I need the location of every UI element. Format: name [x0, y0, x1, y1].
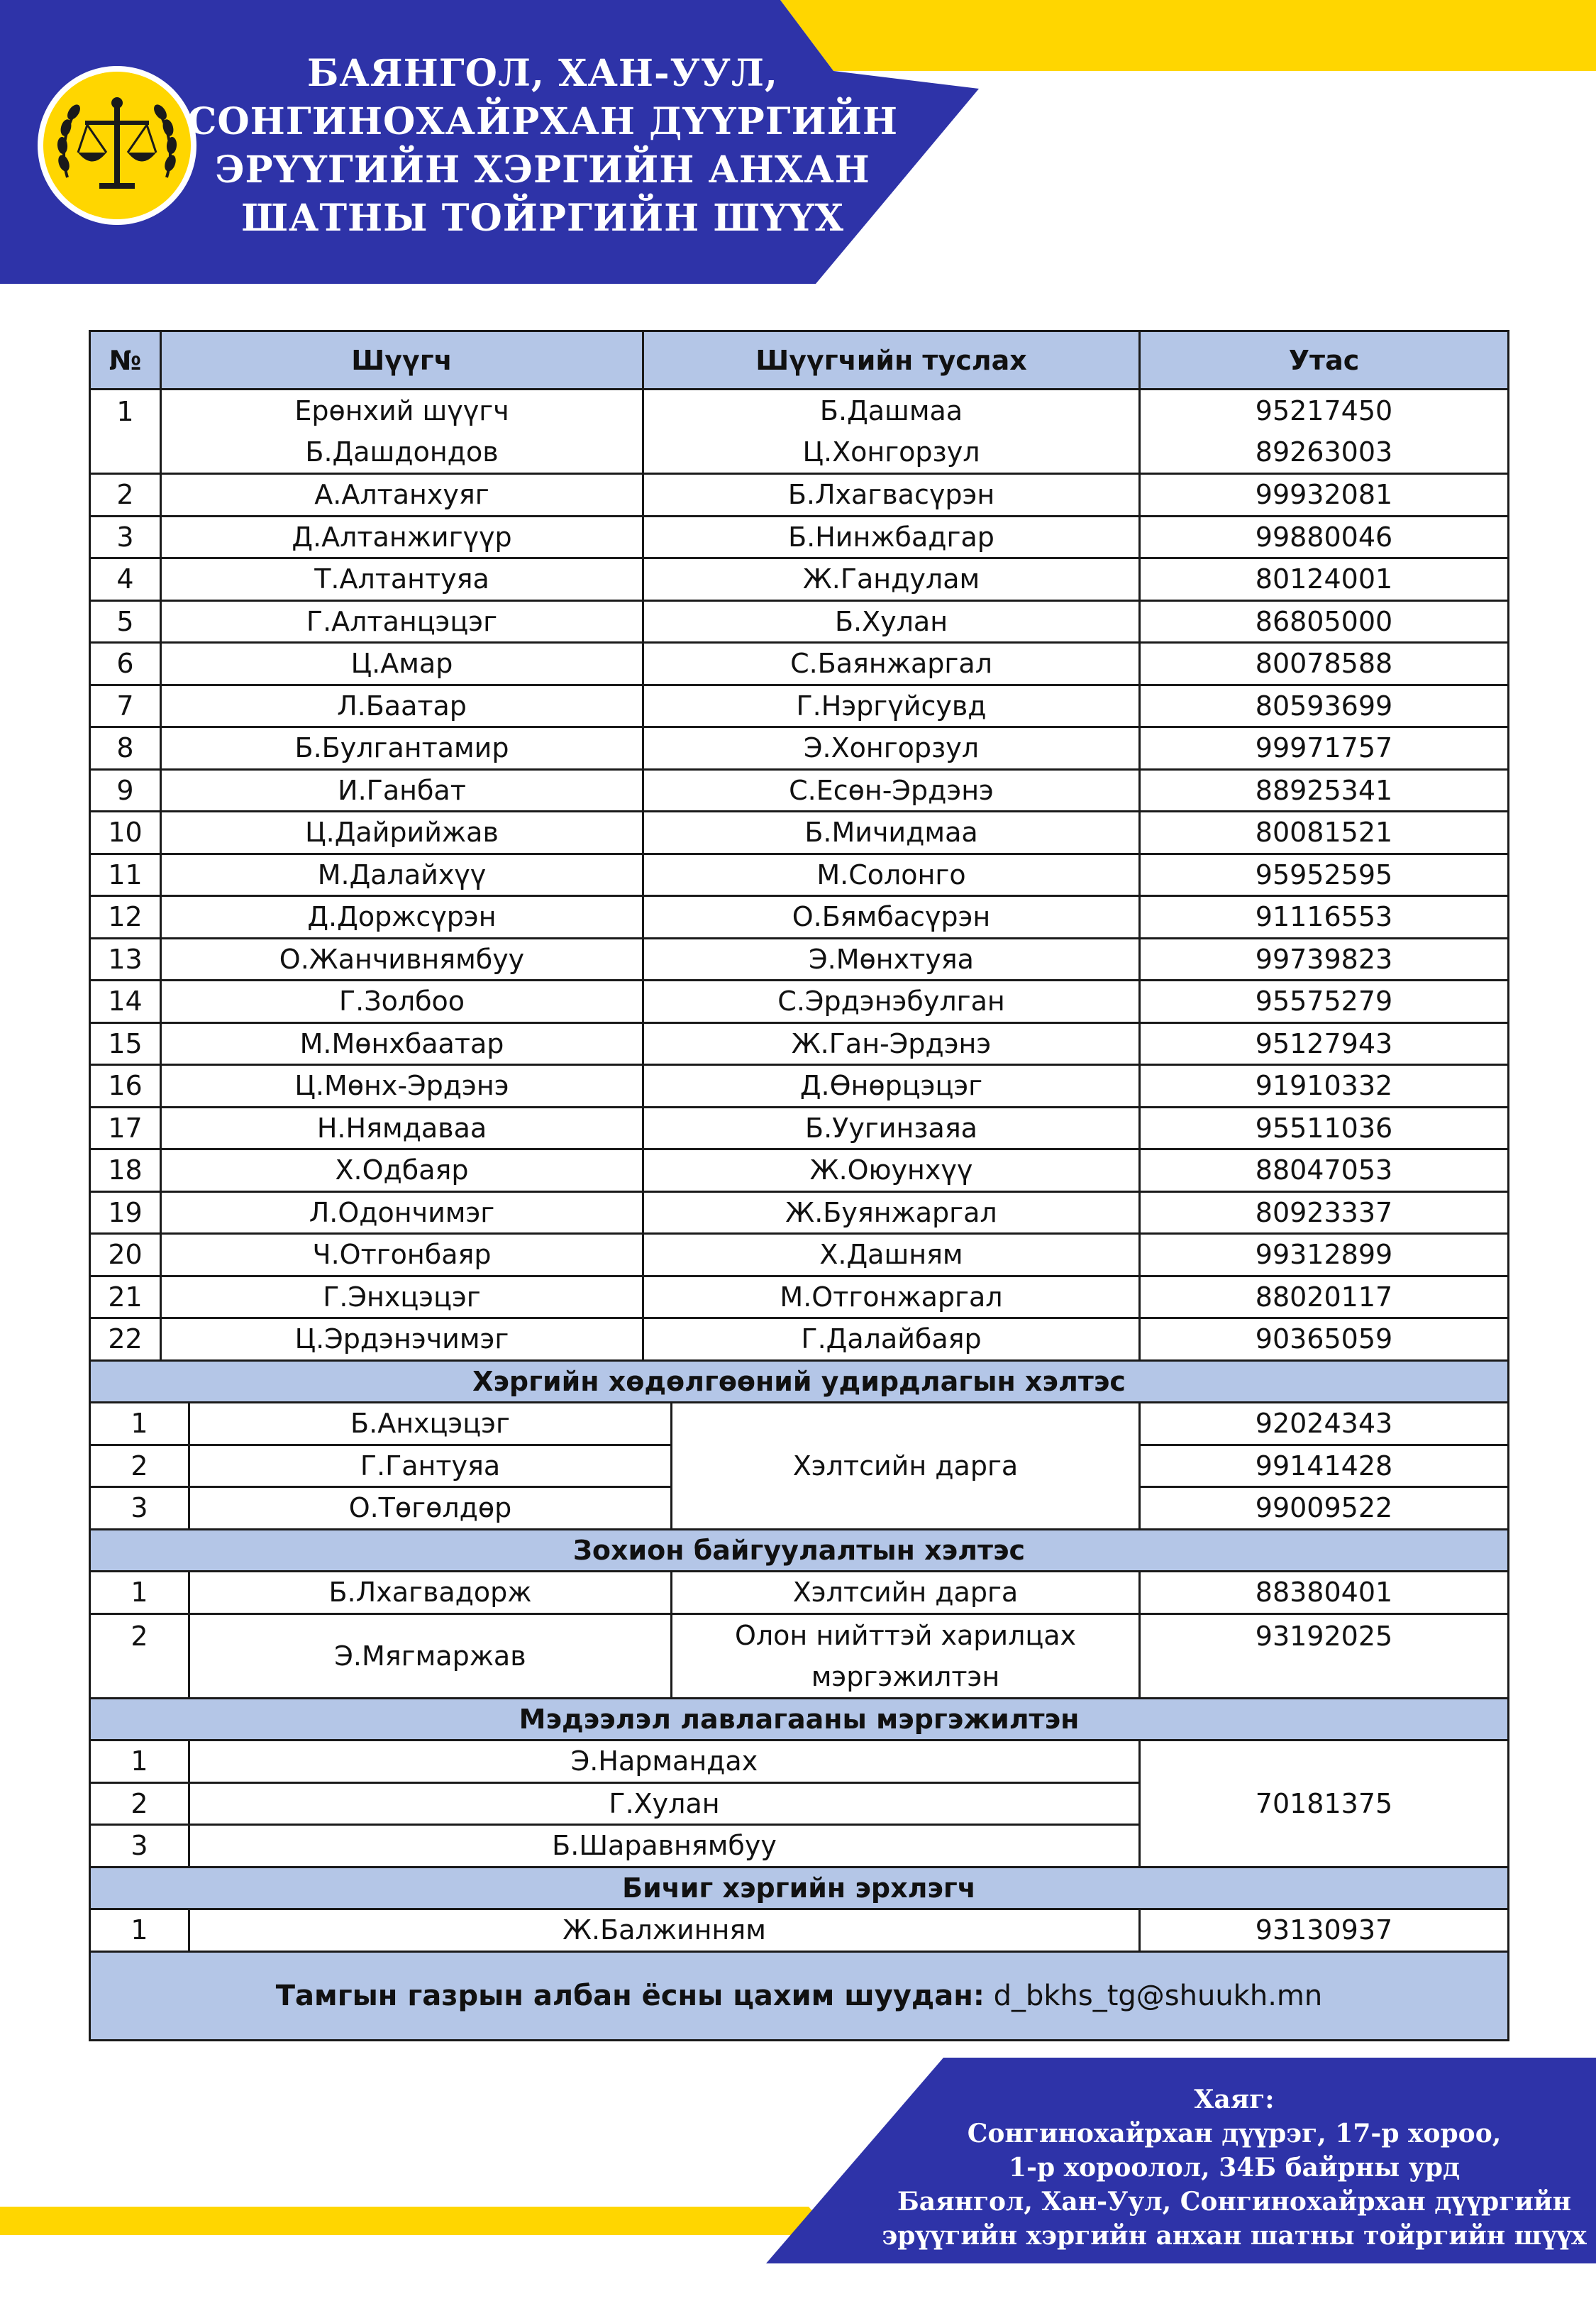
phone-number: 99880046	[1140, 516, 1509, 558]
phone-number: 95127943	[1140, 1022, 1509, 1065]
table-row	[90, 1909, 1509, 1952]
judge-name: Т.Алтантуяа	[161, 558, 643, 601]
staff-role	[672, 1613, 1140, 1698]
row-number: 2	[90, 1782, 189, 1825]
header-title-line: ЭРҮҮГИЙН ХЭРГИЙН АНХАН	[215, 148, 870, 192]
row-number: 4	[90, 558, 161, 601]
assistant-name: Б.Уугинзаяа	[643, 1107, 1140, 1149]
row-number: 1	[90, 390, 161, 474]
row-number: 11	[90, 854, 161, 896]
table-row	[90, 1191, 1509, 1234]
phone-number: 88925341	[1140, 769, 1509, 812]
row-number: 1	[90, 1909, 189, 1952]
phone-number: 99009522	[1140, 1487, 1509, 1530]
section-header-row	[90, 1698, 1509, 1740]
staff-name: Г.Хулан	[189, 1782, 1140, 1825]
table-row	[90, 685, 1509, 727]
phone-number: 70181375	[1140, 1740, 1509, 1868]
contact-table	[89, 330, 1509, 2041]
staff-name: Ж.Балжинням	[189, 1909, 1140, 1952]
address-line: 1-р хороолол, 34Б байрны урд	[1009, 2153, 1460, 2183]
judge-name: М.Далайхүү	[161, 854, 643, 896]
staff-name: Э.Мягмаржав	[189, 1613, 672, 1698]
table-row	[90, 600, 1509, 643]
table-row	[90, 1740, 1509, 1783]
phone-number: 95217450	[1255, 395, 1393, 426]
phone-number: 99739823	[1140, 938, 1509, 981]
phone-number: 91116553	[1140, 896, 1509, 939]
table-row	[90, 1149, 1509, 1192]
assistant-name: Г.Далайбаяр	[643, 1318, 1140, 1361]
judge-name: Г.Золбоо	[161, 981, 643, 1023]
table-row	[90, 1065, 1509, 1108]
staff-name: Э.Нармандах	[189, 1740, 1140, 1783]
phone-number: 80593699	[1140, 685, 1509, 727]
phone-number: 86805000	[1140, 600, 1509, 643]
assistant-name: Ж.Ган-Эрдэнэ	[643, 1022, 1140, 1065]
phone-number: 99932081	[1140, 474, 1509, 517]
row-number: 3	[90, 1825, 189, 1868]
phone-number: 80081521	[1140, 812, 1509, 854]
table-row	[90, 727, 1509, 770]
phone-number: 99141428	[1140, 1445, 1509, 1487]
row-number: 6	[90, 643, 161, 685]
row-number: 16	[90, 1065, 161, 1108]
assistant-name: М.Отгонжаргал	[643, 1276, 1140, 1318]
staff-role-line: мэргэжилтэн	[811, 1660, 1000, 1692]
row-number: 7	[90, 685, 161, 727]
row-number: 3	[90, 516, 161, 558]
row-number: 10	[90, 812, 161, 854]
phone-number: 93192025	[1140, 1613, 1509, 1698]
assistant-name: Б.Хулан	[643, 600, 1140, 643]
table-row	[90, 1572, 1509, 1614]
section-title: Мэдээлэл лавлагааны мэргэжилтэн	[90, 1698, 1509, 1740]
row-number: 2	[90, 1613, 189, 1698]
judge-name: Б.Булгантамир	[161, 727, 643, 770]
row-number: 12	[90, 896, 161, 939]
section-header-row	[90, 1360, 1509, 1403]
court-name-line: эрүүгийн хэргийн анхан шатны тойргийн шүүх	[882, 2221, 1587, 2251]
table-row	[90, 558, 1509, 601]
table-row	[90, 390, 1509, 474]
assistant-name: С.Есөн-Эрдэнэ	[643, 769, 1140, 812]
row-number: 2	[90, 474, 161, 517]
assistant-name: С.Баянжаргал	[643, 643, 1140, 685]
row-number: 8	[90, 727, 161, 770]
table-row	[90, 1107, 1509, 1149]
table-row	[90, 981, 1509, 1023]
table-row	[90, 474, 1509, 517]
judge-name: Л.Одончимэг	[161, 1191, 643, 1234]
address-label: Хаяг:	[1194, 2085, 1275, 2114]
row-number: 1	[90, 1572, 189, 1614]
section-title: Хэргийн хөдөлгөөний удирдлагын хэлтэс	[90, 1360, 1509, 1403]
assistant-name: Б.Лхагвасүрэн	[643, 474, 1140, 517]
phone-number: 90365059	[1140, 1318, 1509, 1361]
table-row	[90, 1318, 1509, 1361]
phone-number: 89263003	[1255, 436, 1393, 468]
email-label: Тамгын газрын албан ёсны цахим шуудан:	[275, 1979, 985, 2012]
judge-name: О.Жанчивнямбуу	[161, 938, 643, 981]
assistant-name: Б.Дашмаа	[819, 395, 963, 426]
staff-role-line: Олон нийттэй харилцах	[734, 1619, 1077, 1651]
col-header-judge: Шүүгч	[161, 331, 643, 390]
phone-number: 95952595	[1140, 854, 1509, 896]
col-header-phone: Утас	[1140, 331, 1509, 390]
phone-number: 92024343	[1140, 1403, 1509, 1445]
assistant-name: С.Эрдэнэбулган	[643, 981, 1140, 1023]
table-row	[90, 812, 1509, 854]
staff-name: Б.Анхцэцэг	[189, 1403, 672, 1445]
row-number: 5	[90, 600, 161, 643]
header-title-line: СОНГИНОХАЙРХАН ДҮҮРГИЙН	[187, 100, 898, 143]
row-number: 18	[90, 1149, 161, 1192]
row-number: 20	[90, 1234, 161, 1276]
table-row	[90, 1613, 1509, 1698]
assistant-name: Ц.Хонгорзул	[802, 436, 980, 468]
header-title	[184, 50, 901, 243]
table-row	[90, 643, 1509, 685]
email-row	[90, 1951, 1509, 2040]
footer-address	[880, 2082, 1589, 2253]
assistant-name: Ж.Буянжаргал	[643, 1191, 1140, 1234]
row-number: 19	[90, 1191, 161, 1234]
row-number: 15	[90, 1022, 161, 1065]
row-number: 1	[90, 1740, 189, 1783]
assistant-name: Э.Хонгорзул	[643, 727, 1140, 770]
court-scales-emblem-icon	[35, 64, 199, 227]
assistant-name: Ж.Гандулам	[643, 558, 1140, 601]
email-cell	[90, 1951, 1509, 2040]
row-number: 17	[90, 1107, 161, 1149]
assistant-name: Б.Нинжбадгар	[643, 516, 1140, 558]
col-header-assistant: Шүүгчийн туслах	[643, 331, 1140, 390]
table-row	[90, 1022, 1509, 1065]
judge-name: Л.Баатар	[161, 685, 643, 727]
assistant-name: Х.Дашням	[643, 1234, 1140, 1276]
row-number: 22	[90, 1318, 161, 1361]
judge-name: Ч.Отгонбаяр	[161, 1234, 643, 1276]
row-number: 13	[90, 938, 161, 981]
judge-name: Ц.Мөнх-Эрдэнэ	[161, 1065, 643, 1108]
row-number: 2	[90, 1445, 189, 1487]
judge-name: Ц.Амар	[161, 643, 643, 685]
section-title: Зохион байгуулалтын хэлтэс	[90, 1529, 1509, 1572]
staff-name: Б.Шаравнямбуу	[189, 1825, 1140, 1868]
judge-name: Д.Алтанжигүүр	[161, 516, 643, 558]
judge-name: Б.Дашдондов	[305, 436, 499, 468]
phone-number: 99312899	[1140, 1234, 1509, 1276]
table-row	[90, 1234, 1509, 1276]
phone-cell	[1140, 390, 1509, 474]
table-row	[90, 1276, 1509, 1318]
assistant-name: М.Солонго	[643, 854, 1140, 896]
row-number: 14	[90, 981, 161, 1023]
header-banner	[0, 0, 1596, 291]
assistant-name: О.Бямбасүрэн	[643, 896, 1140, 939]
section-header-row	[90, 1529, 1509, 1572]
judge-name: А.Алтанхуяг	[161, 474, 643, 517]
phone-number: 91910332	[1140, 1065, 1509, 1108]
court-name-line: Баянгол, Хан-Уул, Сонгинохайрхан дүүргийн	[897, 2187, 1572, 2217]
email-address[interactable]: d_bkhs_tg@shuukh.mn	[993, 1979, 1323, 2012]
table-row	[90, 516, 1509, 558]
assistant-cell	[643, 390, 1140, 474]
phone-number: 95575279	[1140, 981, 1509, 1023]
footer-banner	[0, 2058, 1596, 2306]
staff-role: Хэлтсийн дарга	[672, 1403, 1140, 1530]
judge-name: М.Мөнхбаатар	[161, 1022, 643, 1065]
phone-number: 93130937	[1140, 1909, 1509, 1952]
row-number: 9	[90, 769, 161, 812]
section-header-row	[90, 1867, 1509, 1909]
phone-number: 80124001	[1140, 558, 1509, 601]
staff-name: Б.Лхагвадорж	[189, 1572, 672, 1614]
phone-number: 88380401	[1140, 1572, 1509, 1614]
assistant-name: Ж.Оюунхүү	[643, 1149, 1140, 1192]
table-header-row	[90, 331, 1509, 390]
section-title: Бичиг хэргийн эрхлэгч	[90, 1867, 1509, 1909]
judge-title: Ерөнхий шүүгч	[294, 395, 509, 426]
table-row	[90, 938, 1509, 981]
judge-name: Г.Алтанцэцэг	[161, 600, 643, 643]
table-row	[90, 896, 1509, 939]
judge-name: Ц.Эрдэнэчимэг	[161, 1318, 643, 1361]
assistant-name: Д.Өнөрцэцэг	[643, 1065, 1140, 1108]
phone-number: 88047053	[1140, 1149, 1509, 1192]
judge-name: Ц.Дайрийжав	[161, 812, 643, 854]
judge-name: Д.Доржсүрэн	[161, 896, 643, 939]
staff-name: Г.Гантуяа	[189, 1445, 672, 1487]
assistant-name: Г.Нэргүйсувд	[643, 685, 1140, 727]
table-row	[90, 1403, 1509, 1445]
judge-cell	[161, 390, 643, 474]
row-number: 3	[90, 1487, 189, 1530]
phone-number: 95511036	[1140, 1107, 1509, 1149]
phone-number: 88020117	[1140, 1276, 1509, 1318]
phone-number: 80923337	[1140, 1191, 1509, 1234]
assistant-name: Э.Мөнхтуяа	[643, 938, 1140, 981]
judge-name: Х.Одбаяр	[161, 1149, 643, 1192]
staff-role: Хэлтсийн дарга	[672, 1572, 1140, 1614]
staff-name: О.Төгөлдөр	[189, 1487, 672, 1530]
phone-number: 99971757	[1140, 727, 1509, 770]
phone-number: 80078588	[1140, 643, 1509, 685]
assistant-name: Б.Мичидмаа	[643, 812, 1140, 854]
header-title-line: ШАТНЫ ТОЙРГИЙН ШҮҮХ	[241, 197, 844, 240]
table-row	[90, 854, 1509, 896]
row-number: 1	[90, 1403, 189, 1445]
col-header-number: №	[90, 331, 161, 390]
judge-name: Г.Энхцэцэг	[161, 1276, 643, 1318]
row-number: 21	[90, 1276, 161, 1318]
table-row	[90, 769, 1509, 812]
judge-name: Н.Нямдаваа	[161, 1107, 643, 1149]
address-line: Сонгинохайрхан дүүрэг, 17-р хороо,	[967, 2119, 1502, 2148]
header-title-line: БАЯНГОЛ, ХАН-УУЛ,	[306, 52, 779, 95]
judge-name: И.Ганбат	[161, 769, 643, 812]
